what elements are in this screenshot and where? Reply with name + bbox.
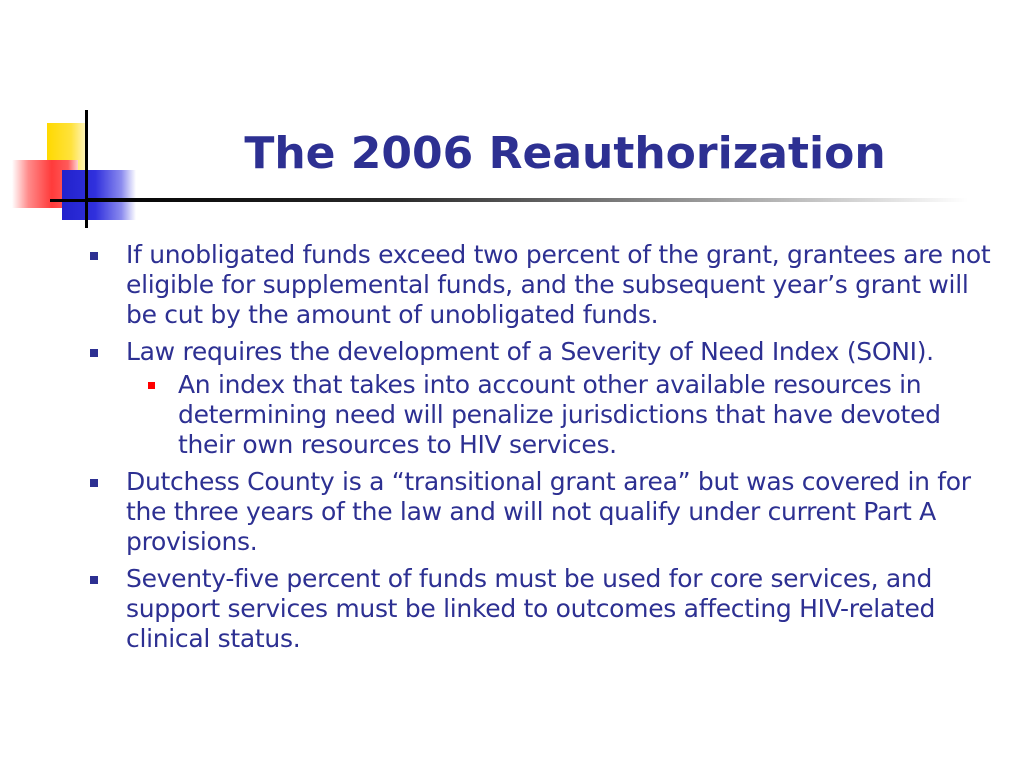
bullet-list bbox=[88, 240, 993, 661]
logo-vertical-line bbox=[85, 110, 88, 228]
bullet-text: If unobligated funds exceed two percent of the grant, grantees are not eligible for supplemental funds, and the subsequent year’s grant will be cut by the amount of unobligated funds. bbox=[126, 240, 991, 329]
sub-bullet-item bbox=[134, 370, 993, 460]
bullet-item bbox=[88, 240, 993, 330]
sub-bullet-list bbox=[126, 370, 993, 460]
bullet-text: Law requires the development of a Severity of Need Index (SONI). bbox=[126, 337, 934, 366]
slide-title: The 2006 Reauthorization bbox=[244, 128, 886, 179]
bullet-item bbox=[88, 564, 993, 654]
bullet-item bbox=[88, 337, 993, 460]
sub-bullet-text: An index that takes into account other available resources in determining need will penalize jurisdictions that have devoted their own resources to HIV services. bbox=[178, 370, 941, 459]
decorative-logo bbox=[0, 0, 160, 230]
logo-blue-square bbox=[62, 170, 136, 220]
bullet-item bbox=[88, 467, 993, 557]
bullet-text: Seventy-five percent of funds must be used for core services, and support services must be linked to outcomes affecting HIV-related clinical status. bbox=[126, 564, 936, 653]
title-underline bbox=[88, 198, 968, 202]
bullet-text: Dutchess County is a “transitional grant area” but was covered in for the three years of the law and will not qualify under current Part A provisions. bbox=[126, 467, 971, 556]
